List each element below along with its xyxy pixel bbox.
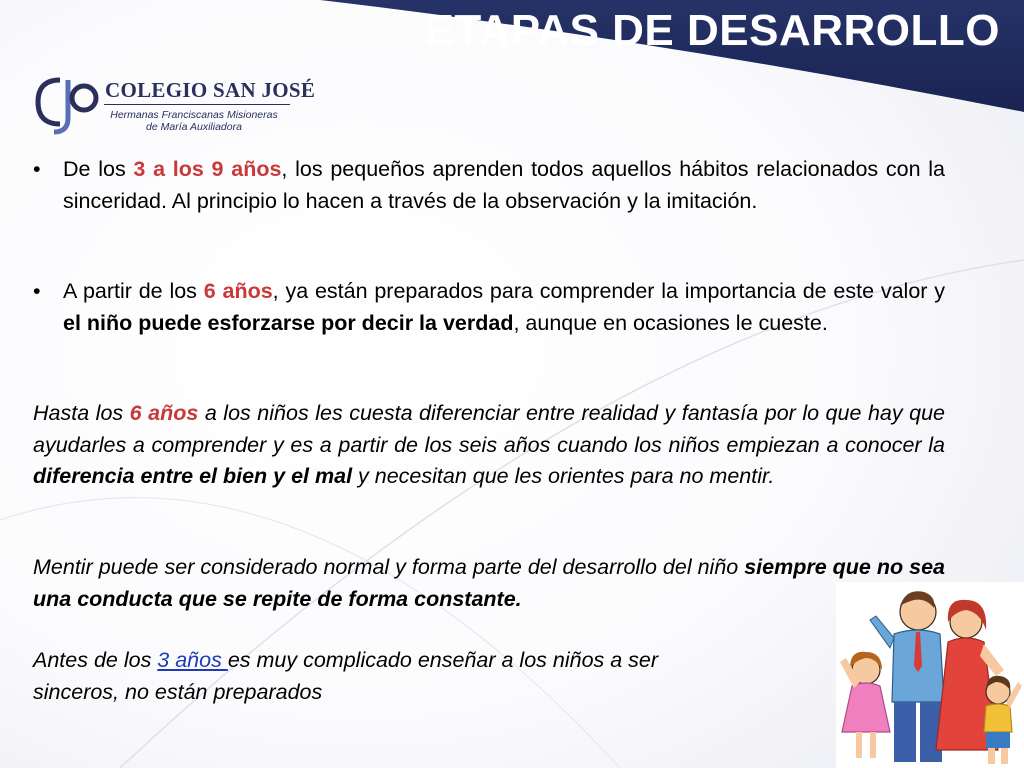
paragraph-1 — [33, 398, 945, 493]
para3-text-b: es muy complicado enseñar a los niños a ser — [227, 648, 659, 672]
logo-subtitle-line2: de María Auxiliadora — [146, 121, 242, 133]
bullet2-text-c: , aunque en ocasiones le cueste. — [513, 310, 828, 335]
family-illustration — [836, 582, 1024, 768]
bullet1-highlight-age: 3 a los 9 años — [133, 157, 282, 181]
para2-text-a: Mentir puede ser considerado normal y forma parte del desarrollo del niño — [33, 555, 745, 579]
bullet1-text-a: De los — [63, 157, 134, 181]
logo-cjsj-icon — [30, 70, 102, 136]
logo-school-name: COLEGIO SAN JOSÉ — [105, 78, 316, 102]
para3-text-a: Antes de los — [33, 648, 158, 672]
bullet-item-1 — [33, 154, 945, 217]
logo-divider — [104, 104, 290, 105]
para3-line1 — [33, 645, 823, 677]
para1-text-b: a los niños les cuesta diferenciar entre realidad y fantasía por lo que hay que ayudarles a comprender y es a partir de los seis años cuando los niños empiezan a conocer la — [33, 401, 945, 457]
page-title: ETAPAS DE DESARROLLO — [424, 6, 1000, 55]
para1-bold-phrase: diferencia entre el bien y el mal — [33, 464, 353, 488]
logo-subtitle — [104, 109, 284, 133]
bullet-icon: • — [33, 279, 41, 303]
bullet-item-2 — [33, 276, 945, 339]
paragraph-2 — [33, 552, 945, 615]
bullet2-bold-phrase: el niño puede esforzarse por decir la verdad — [63, 310, 514, 335]
logo-subtitle-line1: Hermanas Franciscanas Misioneras — [110, 109, 278, 121]
para2-bold-phrase: siempre que no sea una conducta que se repite de forma constante. — [33, 555, 945, 611]
bullet-icon: • — [33, 157, 41, 181]
bullet2-text-b: , ya están preparados para comprender la importancia de este valor y — [272, 279, 945, 303]
para1-text-a: Hasta los — [33, 401, 130, 425]
para3-line2: sinceros, no están preparados — [33, 679, 323, 704]
bullet1-text-b: , los pequeños aprenden todos aquellos hábitos relacionados con la sinceridad. Al principio lo hacen a través de la observación y la imitación. — [63, 157, 945, 213]
para1-text-c: y necesitan que les orientes para no mentir. — [352, 464, 775, 488]
para1-highlight-age: 6 años — [129, 401, 199, 425]
bullet2-highlight-age: 6 años — [203, 279, 273, 303]
para3-link-3-anos[interactable]: 3 años — [157, 648, 228, 672]
bullet2-text-a: A partir de los — [63, 279, 204, 303]
paragraph-3 — [33, 645, 823, 708]
